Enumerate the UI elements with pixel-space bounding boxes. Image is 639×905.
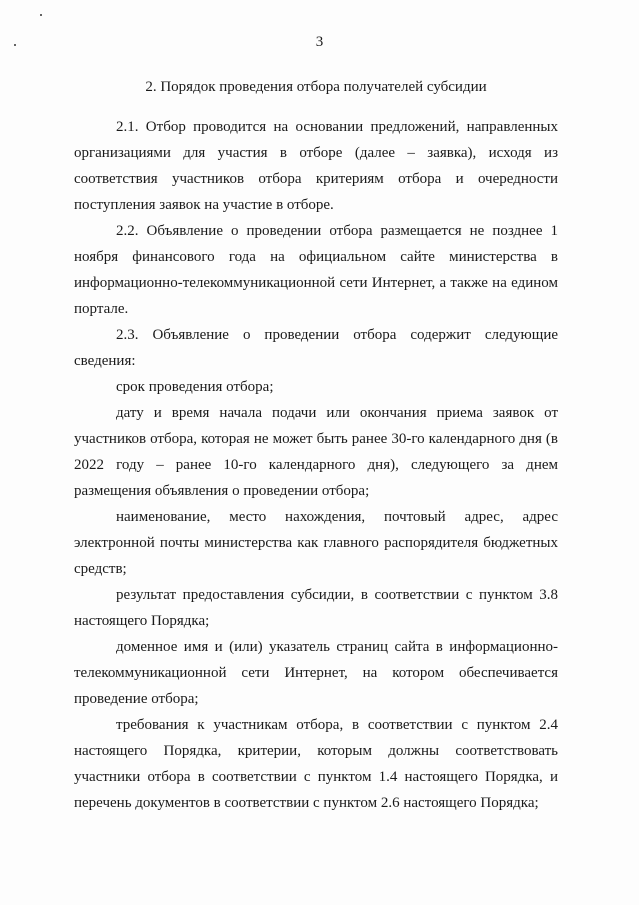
section-heading: 2. Порядок проведения отбора получателей субсидии — [145, 79, 487, 95]
list-item-domain-name: доменное имя и (или) указатель страниц сайта в информационно-телекоммуникационной сети Интернет, на котором обеспечивается проведение отбора; — [74, 639, 558, 707]
paragraph-2-2: 2.2. Объявление о проведении отбора размещается не позднее 1 ноября финансового года на официальном сайте министерства в информационно-телекоммуникационной сети Интернет, а также на едином портале. — [74, 223, 558, 317]
paragraph-2-3: 2.3. Объявление о проведении отбора содержит следующие сведения: — [74, 327, 558, 369]
list-item-application-dates: дату и время начала подачи или окончания приема заявок от участников отбора, которая не может быть ранее 30-го календарного дня (в 2022 году – ранее 10-го календарного дня), следующего за днем размещения объявления о проведении отбора; — [74, 405, 558, 499]
list-item-participant-requirements: требования к участникам отбора, в соответствии с пунктом 2.4 настоящего Порядка, критерии, которым должны соответствовать участники отбора в соответствии с пунктом 1.4 настоящего Порядка, и перечень документов в соответствии с пунктом 2.6 настоящего Порядка; — [74, 717, 558, 811]
list-item-ministry-details: наименование, место нахождения, почтовый адрес, адрес электронной почты министерства как главного распорядителя бюджетных средств; — [74, 509, 558, 577]
list-item-subsidy-result: результат предоставления субсидии, в соответствии с пунктом 3.8 настоящего Порядка; — [74, 587, 558, 629]
body-text — [74, 114, 558, 816]
page-number: 3 — [315, 34, 324, 50]
list-item-selection-period: срок проведения отбора; — [116, 379, 274, 395]
paragraph-2-1: 2.1. Отбор проводится на основании предложений, направленных организациями для участия в отборе (далее – заявка), исходя из соответствия участников отбора критериям отбора и очередности поступления заявок на участие в отборе. — [74, 119, 558, 213]
scan-speck — [40, 14, 42, 16]
